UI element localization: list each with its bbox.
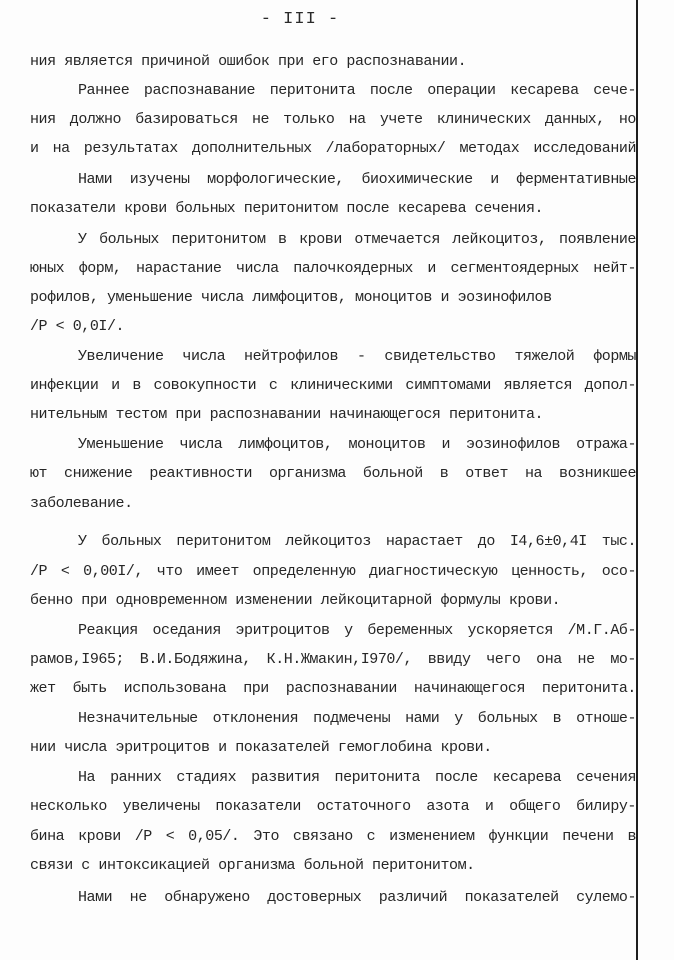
text-line: На ранних стадиях развития перитонита после кесарева сечения [78, 769, 636, 786]
text-line: жет быть использована при распознавании начинающегося перитонита. [30, 680, 636, 697]
text-line: Уменьшение числа лимфоцитов, моноцитов и эозинофилов отража- [78, 436, 636, 453]
text-line: Раннее распознавание перитонита после операции кесарева сече- [78, 82, 636, 99]
text-line: юных форм, нарастание числа палочкоядерных и сегментоядерных нейт- [30, 260, 636, 277]
text-line: бина крови /P < 0,05/. Это связано с изменением функции печени в [30, 828, 636, 845]
text-line: бенно при одновременном изменении лейкоцитарной формулы крови. [30, 592, 561, 609]
text-line: Реакция оседания эритроцитов у беременных ускоряется /М.Г.Аб- [78, 622, 636, 639]
text-line: Увеличение числа нейтрофилов - свидетельство тяжелой формы [78, 348, 636, 365]
text-line: показатели крови больных перитонитом после кесарева сечения. [30, 200, 544, 217]
text-line: ния является причиной ошибок при его распознавании. [30, 53, 467, 70]
text-line: заболевание. [30, 495, 133, 512]
text-line: нительным тестом при распознавании начинающегося перитонита. [30, 406, 544, 423]
text-line: /P < 0,00I/, что имеет определенную диагностическую ценность, осо- [30, 563, 636, 580]
text-line: У больных перитонитом лейкоцитоз нарастает до I4,6±0,4I тыс. [78, 533, 636, 550]
text-line: инфекции и в совокупности с клиническими симптомами является допол- [30, 377, 636, 394]
text-line: рамов,I965; В.И.Бодяжина, К.Н.Жмакин,I970/, ввиду чего она не мо- [30, 651, 636, 668]
text-line: /P < 0,0I/. [30, 318, 125, 335]
text-line: Нами не обнаружено достоверных различий показателей сулемо- [78, 889, 636, 906]
text-line: связи с интоксикацией организма больной перитонитом. [30, 857, 475, 874]
text-line: ния должно базироваться не только на учете клинических данных, но [30, 111, 636, 128]
text-line: У больных перитонитом в крови отмечается лейкоцитоз, появление [78, 231, 636, 248]
text-line: рофилов, уменьшение числа лимфоцитов, моноцитов и эозинофилов [30, 289, 552, 306]
text-line: ют снижение реактивности организма больной в ответ на возникшее [30, 465, 636, 482]
right-margin-rule [636, 0, 638, 960]
text-line: Незначительные отклонения подмечены нами у больных в отноше- [78, 710, 636, 727]
text-line: несколько увеличены показатели остаточного азота и общего билиру- [30, 798, 636, 815]
text-line: Нами изучены морфологические, биохимические и ферментативные [78, 171, 636, 188]
page-number: - III - [260, 10, 340, 29]
text-line: нии числа эритроцитов и показателей гемоглобина крови. [30, 739, 492, 756]
text-line: и на результатах дополнительных /лабораторных/ методах исследований [30, 140, 636, 157]
